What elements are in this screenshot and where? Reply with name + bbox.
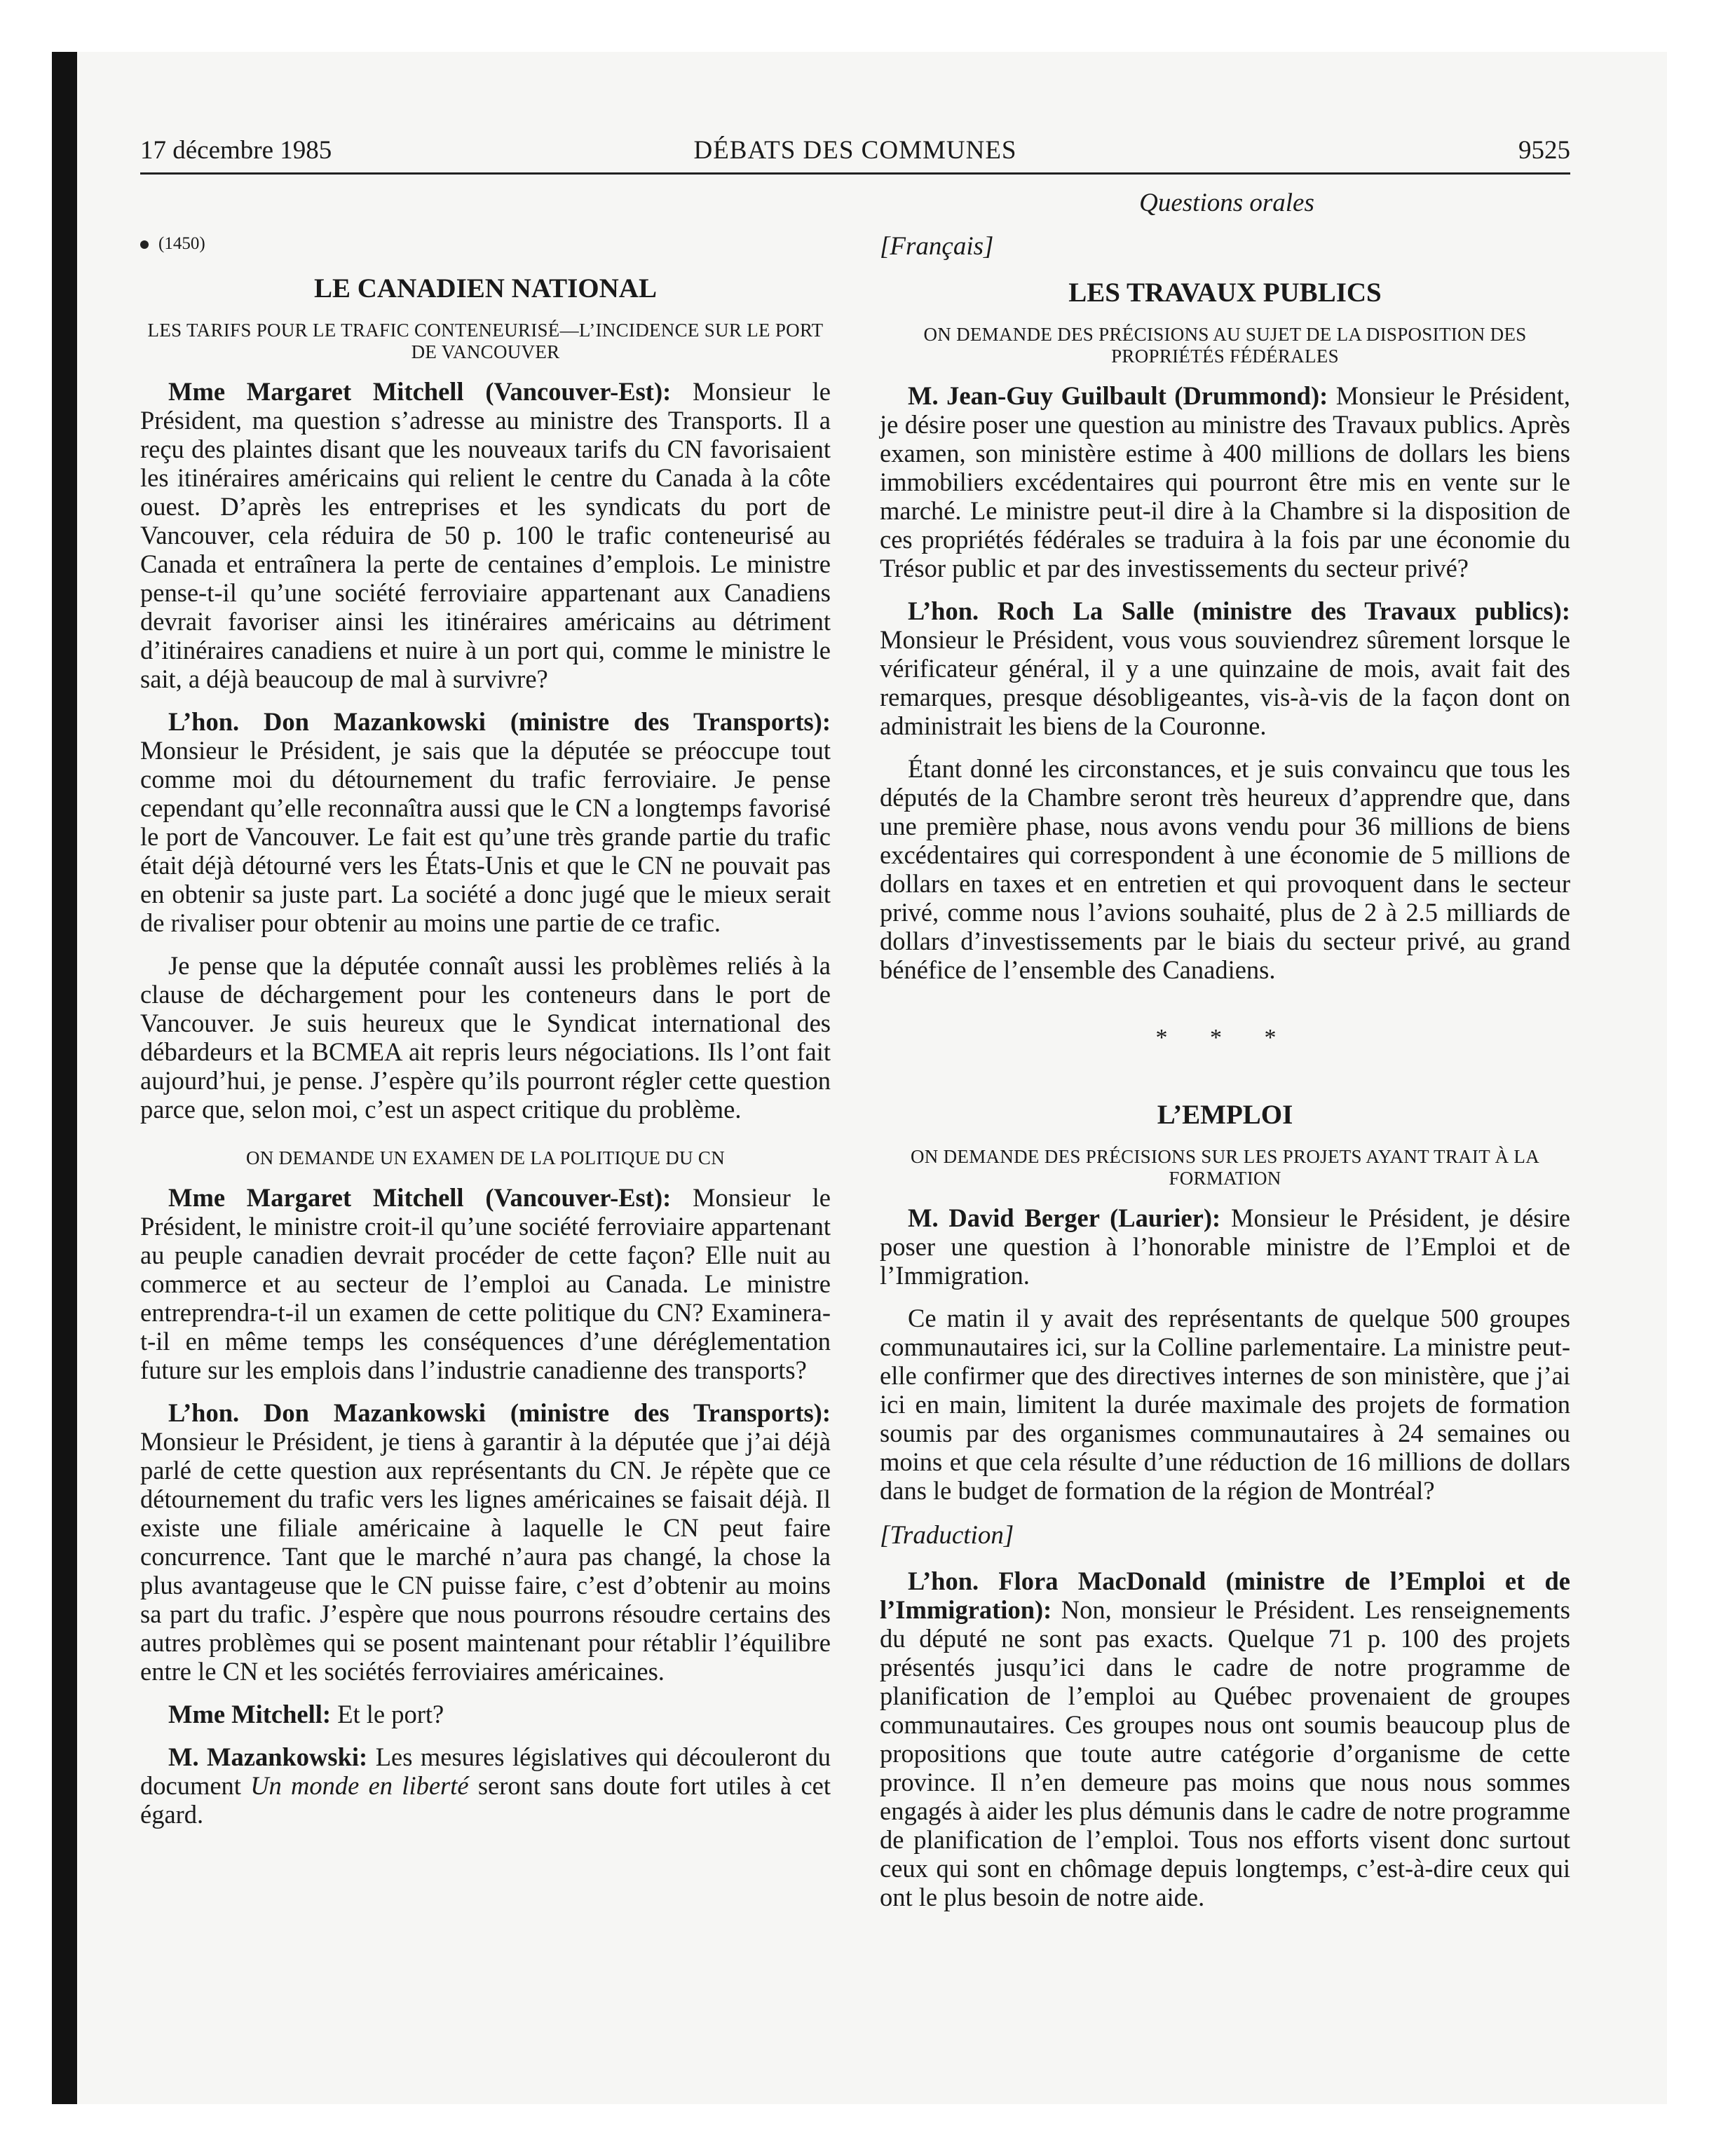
paragraph-berger-1 [880, 1203, 1570, 1290]
speech-text: Je pense que la députée connaît aussi les problèmes reliés à la clause de déchargement pour les conteneurs dans le port de Vancouver. Je suis heureux que le Syndicat international des débardeurs et la BCMEA ait repris leurs négociations. Ils l’ont fait aujourd’hui, je pense. J’espère qu’ils pourront régler cette question parce que, selon moi, c’est un aspect critique du problème. [140, 951, 831, 1124]
scan-edge-strip [52, 52, 77, 2104]
time-marker-text: (1450) [158, 234, 205, 253]
paragraph-mazankowski-2 [140, 951, 831, 1124]
subheading-formation: ON DEMANDE DES PRÉCISIONS SUR LES PROJETS AYANT TRAIT À LA FORMATION [910, 1146, 1540, 1189]
language-note: [Français] [880, 232, 994, 261]
speaker-name: L’hon. Don Mazankowski (ministre des Transports): [168, 1398, 831, 1427]
paragraph-la-salle-1 [880, 596, 1570, 740]
speaker-name: Mme Margaret Mitchell (Vancouver-Est): [168, 377, 672, 406]
speaker-name: M. Mazankowski: [168, 1742, 368, 1771]
document-page [140, 133, 1570, 2068]
time-marker [140, 231, 831, 257]
paragraph-mazankowski-1 [140, 707, 831, 937]
document-title: Un monde en liberté [250, 1771, 469, 1800]
paragraph-la-salle-2 [880, 754, 1570, 984]
speech-text: Monsieur le Président, le ministre croit-il qu’une société ferroviaire appartenant au peuple canadien devrait procéder de cette façon? Elle nuit au commerce et au secteur de l’emploi au Canada. Le ministre entreprendra-t-il un examen de cette politique du CN? Examinera-t-il en même temps les conséquences d’une déréglementation future sur les emplois dans l’industrie canadienne des transports? [140, 1183, 831, 1384]
section-separator-stars: * * * [1155, 1025, 1295, 1051]
speaker-name: L’hon. Don Mazankowski (ministre des Transports): [168, 707, 831, 736]
header-page-number: 9525 [1518, 136, 1570, 165]
subheading-examen: ON DEMANDE UN EXAMEN DE LA POLITIQUE DU CN [245, 1147, 726, 1168]
speaker-name: L’hon. Roch La Salle (ministre des Travaux publics): [908, 596, 1570, 625]
speech-text: Et le port? [337, 1700, 444, 1728]
paragraph-mitchell-2 [140, 1183, 831, 1384]
speech-text: Monsieur le Président, je sais que la députée se préoccupe tout comme moi du détournement du trafic ferroviaire. Je pense cependant qu’elle reconnaîtra aussi que le CN a longtemps favorisé le port de Vancouver. Le fait est qu’une très grande partie du trafic était déjà détourné vers les États-Unis et que le CN ne pouvait pas en obtenir sa juste part. La société a donc jugé que le mieux serait de rivaliser pour obtenir au moins une partie de ce trafic. [140, 736, 831, 937]
speech-text: Ce matin il y avait des représentants de quelque 500 groupes communautaires ici, sur la Colline parlementaire. La ministre peut-elle confirmer que des directives internes de son ministère, que j’ai ici en main, limitent la durée maximale des projets de formation soumis par des organismes communautaires à 24 semaines ou moins et que cela résulte d’une réduction de 16 millions de dollars dans le budget de formation de la région de Montréal? [880, 1304, 1570, 1505]
paragraph-macdonald [880, 1567, 1570, 1911]
speech-text: Monsieur le Président, je désire poser une question à l’honorable ministre de l’Emploi et de l’Immigration. [880, 1203, 1571, 1290]
speaker-name: Mme Mitchell: [168, 1700, 332, 1728]
speech-text: Étant donné les circonstances, et je suis convaincu que tous les députés de la Chambre seront très heureux d’apprendre que, dans une première phase, nous avons vendu pour 36 millions de biens excédentaires qui correspondent à une économie de 5 millions de dollars en taxes et en entretien et qui provoquent dans le secteur privé, comme nous l’avions souhaité, plus de 2 à 2.5 milliards de dollars d’investissements par le biais du secteur privé, au grand bénéfice de l’ensemble des Canadiens. [880, 754, 1570, 984]
subheading-disposition: ON DEMANDE DES PRÉCISIONS AU SUJET DE LA DISPOSITION DES PROPRIÉTÉS FÉDÉRALES [923, 324, 1527, 367]
section-note: Questions orales [1139, 189, 1314, 217]
paragraph-mazankowski-4 [140, 1742, 831, 1829]
speech-text: Monsieur le Président, vous vous souviendrez sûrement lorsque le vérificateur général, il y a une quinzaine de mois, avait fait des remarques, presque désobligeantes, vis-à-vis de la façon dont on administrait les biens de la Couronne. [880, 625, 1570, 740]
left-column [140, 231, 831, 1829]
right-column [880, 231, 1570, 1911]
speech-text: seront sans doute fort utiles à cet égard. [140, 1771, 831, 1829]
page-header [140, 133, 1570, 175]
header-date: 17 décembre 1985 [140, 136, 332, 165]
bullet-icon [140, 240, 149, 249]
paragraph-guilbault [880, 381, 1570, 582]
header-title: DÉBATS DES COMMUNES [693, 136, 1017, 165]
speaker-name: L’hon. Flora MacDonald (ministre de l’Emploi et de l’Immigration): [880, 1567, 1570, 1624]
speaker-name: M. Jean-Guy Guilbault (Drummond): [908, 381, 1328, 410]
paragraph-berger-2 [880, 1304, 1570, 1505]
speech-text: Non, monsieur le Président. Les renseignements du député ne sont pas exacts. Quelque 71 p. 100 des projets présentés jusqu’ici dans le cadre de notre programme de planification de l’emploi au Québec provenaient de groupes communautaires. Ces groupes nous ont soumis beaucoup plus de propositions que toute autre catégorie d’organisme de cette province. Il n’en demeure pas moins que nous nous sommes engagés à aider les plus démunis dans le cadre de notre programme de planification de l’emploi. Tous nos efforts visent donc surtout ceux qui sont en chômage depuis longtemps, c’est-à-dire ceux qui ont le plus besoin de notre aide. [880, 1595, 1570, 1911]
section-heading-cn: LE CANADIEN NATIONAL [313, 273, 657, 303]
speech-text: Monsieur le Président, je tiens à garantir à la députée que j’ai déjà parlé de cette question aux représentants du CN. Je répète que ce détournement du trafic vers les lignes américaines se faisait déjà. Il existe une filiale américaine à laquelle le CN peut faire concurrence. Tant que le marché n’aura pas changé, la chose la plus avantageuse que le CN puisse faire, c’est d’obtenir au moins sa part du trafic. J’espère que nous pourrons résoudre certains des autres problèmes qui se posent maintenant pour rétablir l’équilibre entre le CN et les sociétés ferroviaires américaines. [140, 1427, 831, 1686]
paragraph-mazankowski-3 [140, 1398, 831, 1686]
subheading-tarifs: LES TARIFS POUR LE TRAFIC CONTENEURISÉ—L’INCIDENCE SUR LE PORT DE VANCOUVER [147, 320, 824, 362]
speech-text: Les mesures législatives qui découleront du document [140, 1742, 831, 1800]
speaker-name: M. David Berger (Laurier): [908, 1203, 1221, 1232]
section-heading-emploi: L’EMPLOI [1157, 1100, 1293, 1130]
speech-text: Monsieur le Président, ma question s’adresse au ministre des Transports. Il a reçu des plaintes disant que les nouveaux tarifs du CN favorisaient les itinéraires américains qui relient le centre du Canada à la côte ouest. D’après les entreprises et les syndicats du port de Vancouver, cela réduira de 50 p. 100 le trafic conteneurisé au Canada et entraînera la perte de centaines d’emplois. Le ministre pense-t-il qu’une société ferroviaire appartenant aux Canadiens devrait favoriser ainsi les itinéraires américains au détriment d’itinéraires canadiens et nuire à un port qui, comme le ministre le sait, a déjà beaucoup de mal à survivre? [140, 377, 831, 693]
language-note: [Traduction] [880, 1521, 1014, 1550]
speech-text: Monsieur le Président, je désire poser une question au ministre des Travaux publics. Après examen, son ministère estime à 400 millions de dollars les biens immobiliers excédentaires qui pourront être mis en vente sur le marché. Le ministre peut-il dire à la Chambre si la disposition de ces propriétés fédérales se traduira à la fois par une économie du Trésor public et par des investissements du secteur privé? [880, 381, 1570, 582]
section-heading-travaux-publics: LES TRAVAUX PUBLICS [1068, 278, 1382, 308]
speaker-name: Mme Margaret Mitchell (Vancouver-Est): [168, 1183, 672, 1212]
paragraph-mitchell-3 [140, 1700, 831, 1728]
paragraph-mitchell-1 [140, 377, 831, 693]
